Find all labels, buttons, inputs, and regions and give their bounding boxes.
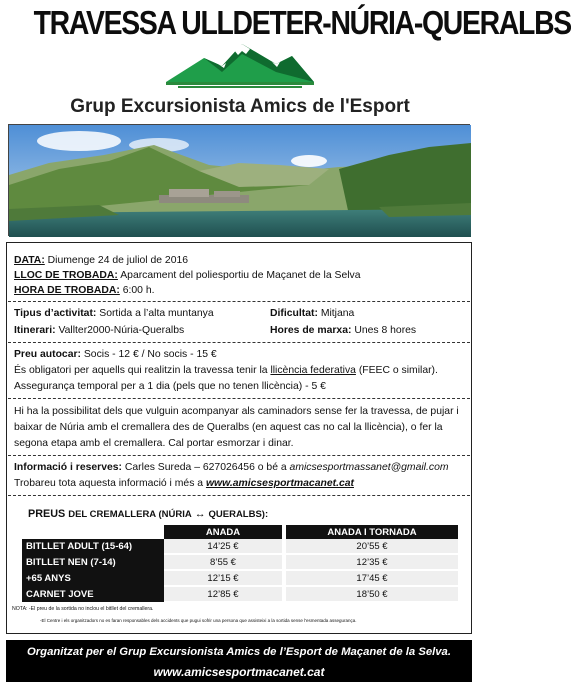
contact-label: Informació i reserves: xyxy=(14,462,122,473)
heading-rest: DEL CREMALLERA (NÚRIA xyxy=(68,509,192,520)
activity-type-value: Sortida a l’alta muntanya xyxy=(99,308,214,319)
hours-line xyxy=(270,324,416,338)
difficulty-value: Mitjana xyxy=(320,308,355,319)
bus-price-label: Preu autocar: xyxy=(14,349,81,360)
license-link[interactable]: llicència federativa xyxy=(270,365,356,376)
website-link[interactable]: www.amicsesportmacanet.cat xyxy=(205,478,354,489)
price-anada: 8’55 € xyxy=(164,554,282,570)
activity-type-label: Tipus d’activitat: xyxy=(14,308,97,319)
bus-price-line xyxy=(14,348,217,362)
row-label: BITLLET ADULT (15-64) xyxy=(22,539,164,554)
club-logo-icon xyxy=(164,42,316,90)
meeting-place-label: LLOC DE TROBADA: xyxy=(14,270,118,281)
difficulty-line xyxy=(270,307,354,321)
divider xyxy=(8,398,470,399)
club-name: Grup Excursionista Amics de l'Esport xyxy=(70,96,410,117)
hours-value: Unes 8 hores xyxy=(354,325,417,336)
divider xyxy=(8,455,470,456)
table-row xyxy=(22,586,458,602)
mountain-lake-image xyxy=(9,125,471,237)
col-header-anada-tornada: ANADA I TORNADA xyxy=(286,525,458,539)
footer-website[interactable]: www.amicsesportmacanet.cat xyxy=(153,665,325,679)
meeting-place-line xyxy=(14,269,361,283)
bus-price-value: Socis - 12 € / No socis - 15 € xyxy=(83,349,217,360)
itinerary-line xyxy=(14,324,184,338)
meeting-time-label: HORA DE TROBADA: xyxy=(14,285,120,296)
row-label: +65 ANYS xyxy=(22,570,164,586)
price-tornada: 20’55 € xyxy=(286,539,458,554)
note-line-2: baixar de Núria amb el cremallera des de Queralbs (en aquest cas no cal la llicència), o fer la xyxy=(14,422,443,433)
divider xyxy=(8,495,470,496)
contact-value: Carles Sureda – 627026456 o bé a xyxy=(124,462,287,473)
difficulty-label: Dificultat: xyxy=(270,308,318,319)
divider xyxy=(8,342,470,343)
table-row xyxy=(22,539,458,554)
heading-bold: PREUS xyxy=(28,508,66,520)
meeting-place-value: Aparcament del poliesportiu de Maçanet de la Selva xyxy=(120,270,361,281)
note-line-3: segona etapa amb el cremallera. Cal portar esmorzar i dinar. xyxy=(14,438,294,449)
price-tornada: 18’50 € xyxy=(286,586,458,602)
row-label: BITLLET NEN (7-14) xyxy=(22,554,164,570)
rack-railway-price-table xyxy=(22,525,458,603)
price-tornada: 17’45 € xyxy=(286,570,458,586)
table-row xyxy=(22,570,458,586)
itinerary-label: Itinerari: xyxy=(14,325,56,336)
poster-title: TRAVESSA ULLDETER-NÚRIA-QUERALBS xyxy=(33,4,571,41)
heading-end: QUERALBS): xyxy=(208,509,269,520)
price-anada: 12’85 € xyxy=(164,586,282,602)
fine-print-1: NOTA: -El preu de la sortida no inclou el bitllet del cremallera. xyxy=(12,606,154,612)
price-anada: 14’25 € xyxy=(164,539,282,554)
rack-railway-heading xyxy=(28,507,268,522)
license-text-end: (FEEC o similar). xyxy=(358,365,438,376)
website-text: Trobareu tota aquesta informació i més a xyxy=(14,478,204,489)
hours-label: Hores de marxa: xyxy=(270,325,352,336)
itinerary-value: Vallter2000-Núria-Queralbs xyxy=(58,325,185,336)
website-line xyxy=(14,477,354,491)
table-row xyxy=(22,554,458,570)
date-line xyxy=(14,254,188,268)
price-anada: 12’15 € xyxy=(164,570,282,586)
divider xyxy=(8,301,470,302)
landscape-photo xyxy=(8,124,470,236)
footer-organizer: Organitzat per el Grup Excursionista Amics de l’Esport de Maçanet de la Selva. xyxy=(27,646,451,658)
date-value: Diumenge 24 de juliol de 2016 xyxy=(47,255,189,266)
insurance-line: Assegurança temporal per a 1 dia (pels que no tenen llicència) - 5 € xyxy=(14,381,326,392)
license-line xyxy=(14,364,438,378)
table-corner xyxy=(22,525,164,539)
contact-line xyxy=(14,461,449,475)
note-line-1: Hi ha la possibilitat dels que vulguin acompanyar als caminadors sense fer la travessa, de pujar i xyxy=(14,406,459,417)
contact-email[interactable]: amicsesportmassanet@gmail.com xyxy=(289,462,449,473)
meeting-time-line xyxy=(14,284,155,298)
license-text: És obligatori per aquells qui realitzin la travessa tenir la xyxy=(14,365,268,376)
meeting-time-value: 6:00 h. xyxy=(122,285,155,296)
date-label: DATA: xyxy=(14,255,45,266)
row-label: CARNET JOVE xyxy=(22,586,164,602)
fine-print-2: -El Centre i els organitzadors no es faran responsables dels accidents que pugui sofrir una persona que assisteixi a la sortida sense l'esmentada assegurança. xyxy=(40,618,357,623)
activity-type-line xyxy=(14,307,214,321)
arrow-icon: ↔ xyxy=(194,508,206,520)
col-header-anada: ANADA xyxy=(164,525,282,539)
price-tornada: 12’35 € xyxy=(286,554,458,570)
footer-banner xyxy=(6,640,472,682)
